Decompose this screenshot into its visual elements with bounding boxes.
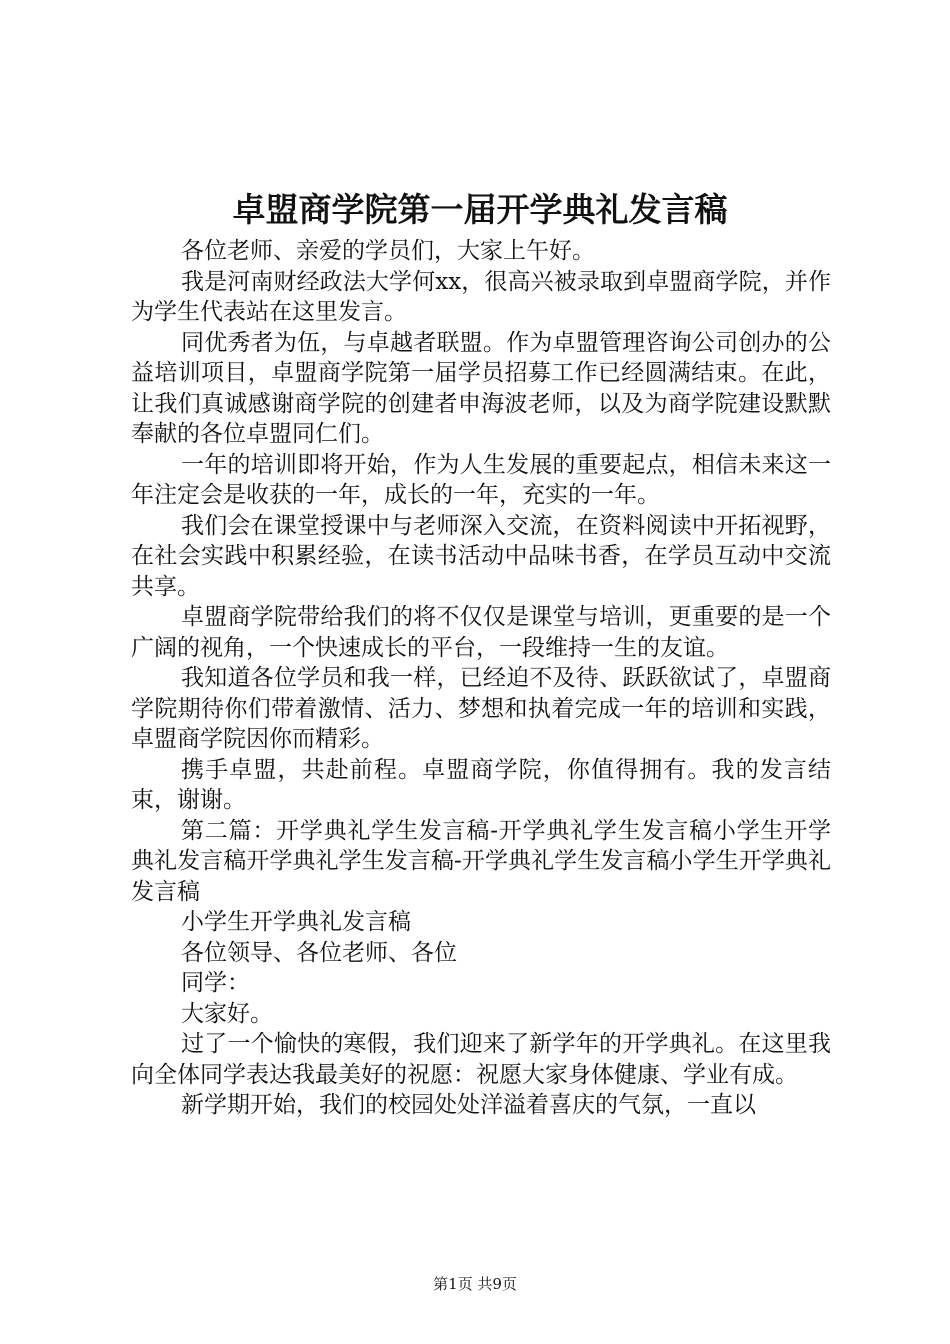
page-footer: 第1页 共9页	[433, 1275, 517, 1293]
paragraph: 我是河南财经政法大学何xx，很高兴被录取到卓盟商学院，并作为学生代表站在这里发言。	[131, 268, 831, 325]
paragraph: 同优秀者为伍，与卓越者联盟。作为卓盟管理咨询公司创办的公益培训项目，卓盟商学院第一届学员招募工作已经圆满结束。在此，让我们真诚感谢商学院的创建者申海波老师，以及为商学院建设默默奉献的各位卓盟同仁们。	[131, 329, 831, 447]
paragraph: 携手卓盟，共赴前程。卓盟商学院，你值得拥有。我的发言结束，谢谢。	[131, 756, 831, 813]
paragraph: 同学：	[181, 970, 250, 996]
paragraph: 小学生开学典礼发言稿	[181, 909, 411, 935]
paragraph: 新学期开始，我们的校园处处洋溢着喜庆的气氛，一直以	[181, 1092, 756, 1118]
paragraph: 我知道各位学员和我一样，已经迫不及待、跃跃欲试了，卓盟商学院期待你们带着激情、活力、梦想和执着完成一年的培训和实践，卓盟商学院因你而精彩。	[131, 665, 831, 752]
paragraph: 过了一个愉快的寒假，我们迎来了新学年的开学典礼。在这里我向全体同学表达我最美好的祝愿：祝愿大家身体健康、学业有成。	[131, 1031, 831, 1088]
paragraph: 各位领导、各位老师、各位	[181, 939, 457, 966]
paragraph: 一年的培训即将开始，作为人生发展的重要起点，相信未来这一年注定会是收获的一年，成长的一年，充实的一年。	[131, 451, 831, 508]
paragraph: 我们会在课堂授课中与老师深入交流，在资料阅读中开拓视野，在社会实践中积累经验，在读书活动中品味书香，在学员互动中交流共享。	[131, 512, 831, 600]
section-heading: 第二篇：开学典礼学生发言稿-开学典礼学生发言稿小学生开学典礼发言稿开学典礼学生发言稿-开学典礼学生发言稿小学生开学典礼发言稿	[131, 817, 831, 905]
paragraph: 卓盟商学院带给我们的将不仅仅是课堂与培训，更重要的是一个广阔的视角，一个快速成长的平台，一段维持一生的友谊。	[131, 604, 831, 661]
paragraph: 各位老师、亲爱的学员们，大家上午好。	[181, 238, 595, 264]
document-title: 卓盟商学院第一届开学典礼发言稿	[232, 190, 728, 229]
paragraph: 大家好。	[181, 1000, 273, 1027]
document-body	[131, 236, 831, 1121]
